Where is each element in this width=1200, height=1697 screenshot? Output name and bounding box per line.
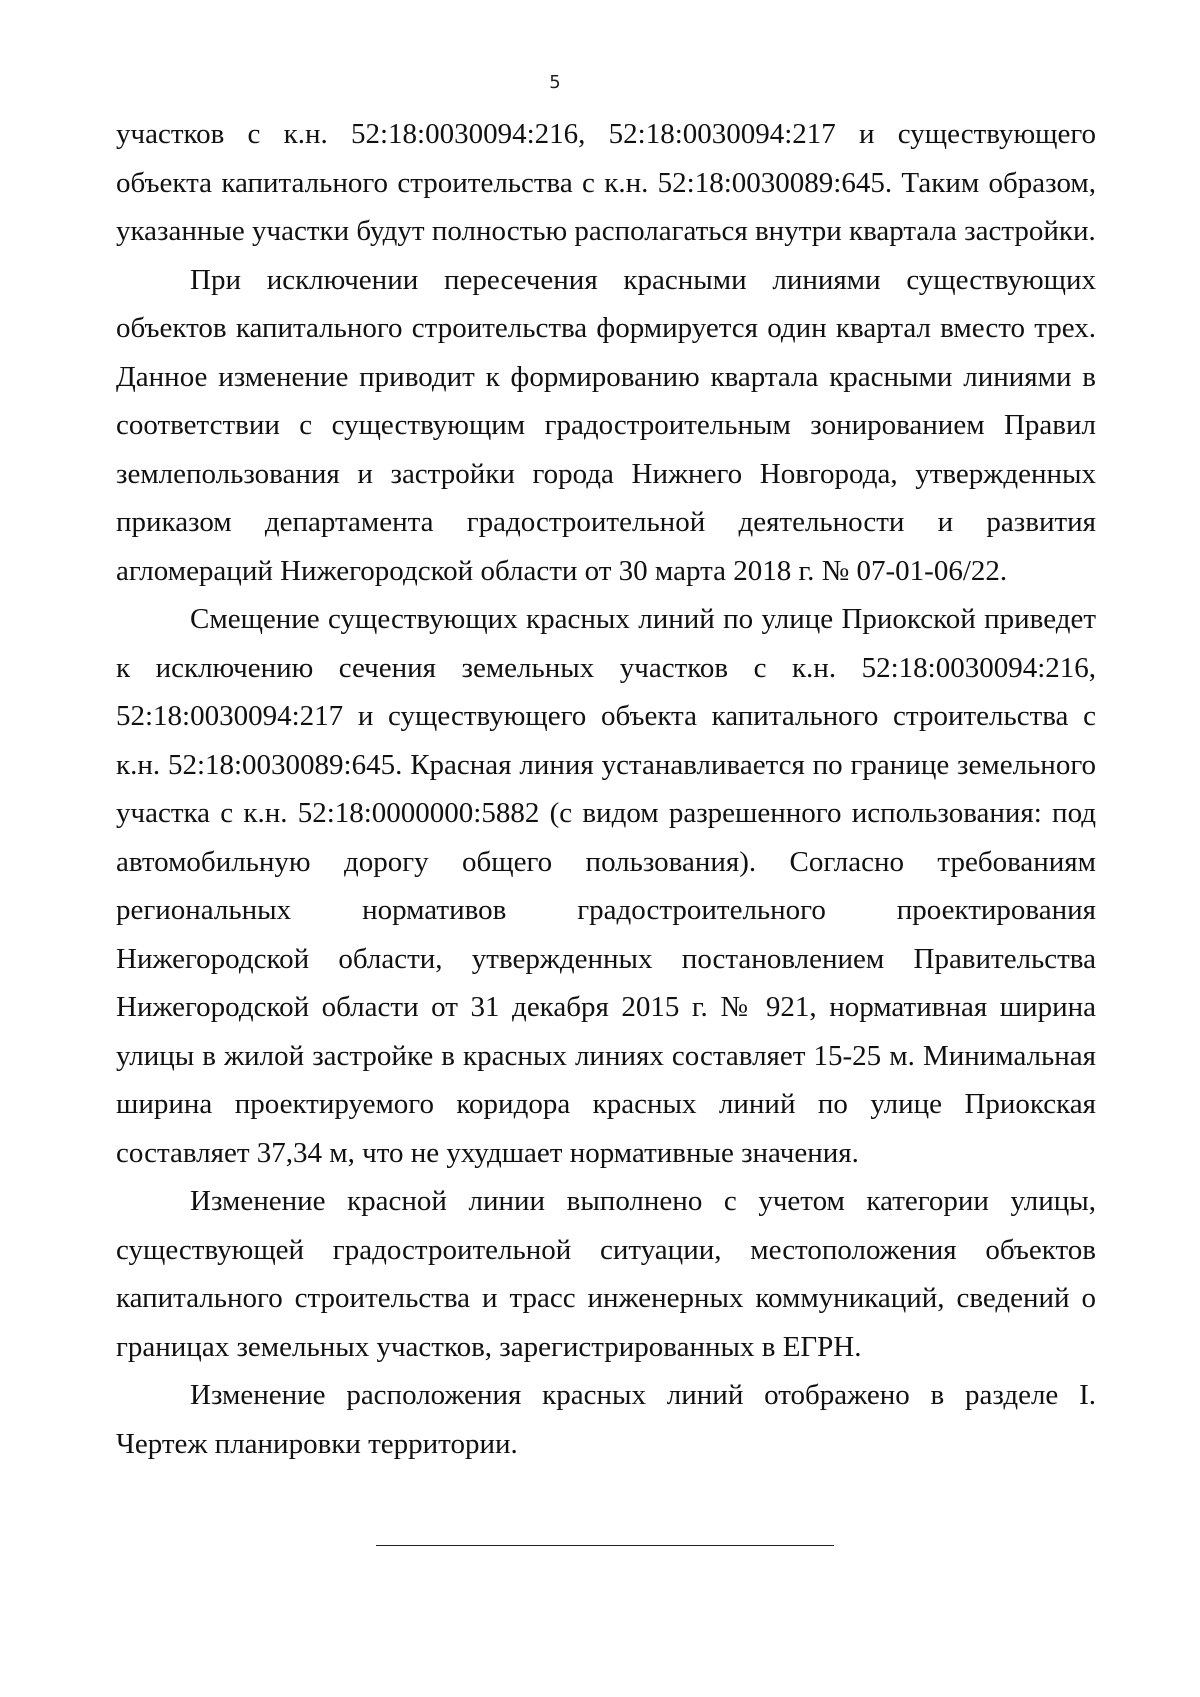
page-number: 5 — [549, 72, 561, 93]
document-body — [116, 110, 1096, 1468]
paragraph-drawing-reference: Изменение расположения красных линий отображено в разделе I. Чертеж планировки территории. — [116, 1379, 1096, 1460]
paragraph-continuation: участков с к.н. 52:18:0030094:216, 52:18:0030094:217 и существующего объекта капитального строительства с к.н. 52:18:0030089:645. Таким образом, указанные участки будут полностью располагаться внутри квартала застройки. — [116, 118, 1096, 247]
paragraph-red-line-shift: Смещение существующих красных линий по улице Приокской приведет к исключению сечения земельных участков с к.н. 52:18:0030094:216, 52:18:0030094:217 и существующего объекта капитального строительства с к.н. 52:18:0030089:645. Красная линия устанавливается по границе земельного участка с к.н. 52:18:0000000:5882 (с видом разрешенного использования: под автомобильную дорогу общего пользования). Согласно требованиям региональных нормативов градостроительного проектирования Нижегородской области, утвержденных постановлением Правительства Нижегородской области от 31 декабря 2015 г. № 921, нормативная ширина улицы в жилой застройке в красных линиях составляет 15-25 м. Минимальная ширина проектируемого коридора красных линий по улице Приокская составляет 37,34 м, что не ухудшает нормативные значения. — [116, 603, 1096, 1169]
end-of-text-divider — [376, 1545, 834, 1546]
paragraph-quarter-formation: При исключении пересечения красными линиями существующих объектов капитального строительства формируется один квартал вместо трех. Данное изменение приводит к формированию квартала красными линиями в соответствии с существующим градостроительным зонированием Правил землепользования и застройки города Нижнего Новгорода, утвержденных приказом департамента градостроительной деятельности и развития агломераций Нижегородской области от 30 марта 2018 г. № 07-01-06/22. — [116, 263, 1096, 587]
paragraph-red-line-change-basis: Изменение красной линии выполнено с учетом категории улицы, существующей градостроительной ситуации, местоположения объектов капитального строительства и трасс инженерных коммуникаций, сведений о границах земельных участков, зарегистрированных в ЕГРН. — [116, 1185, 1096, 1363]
